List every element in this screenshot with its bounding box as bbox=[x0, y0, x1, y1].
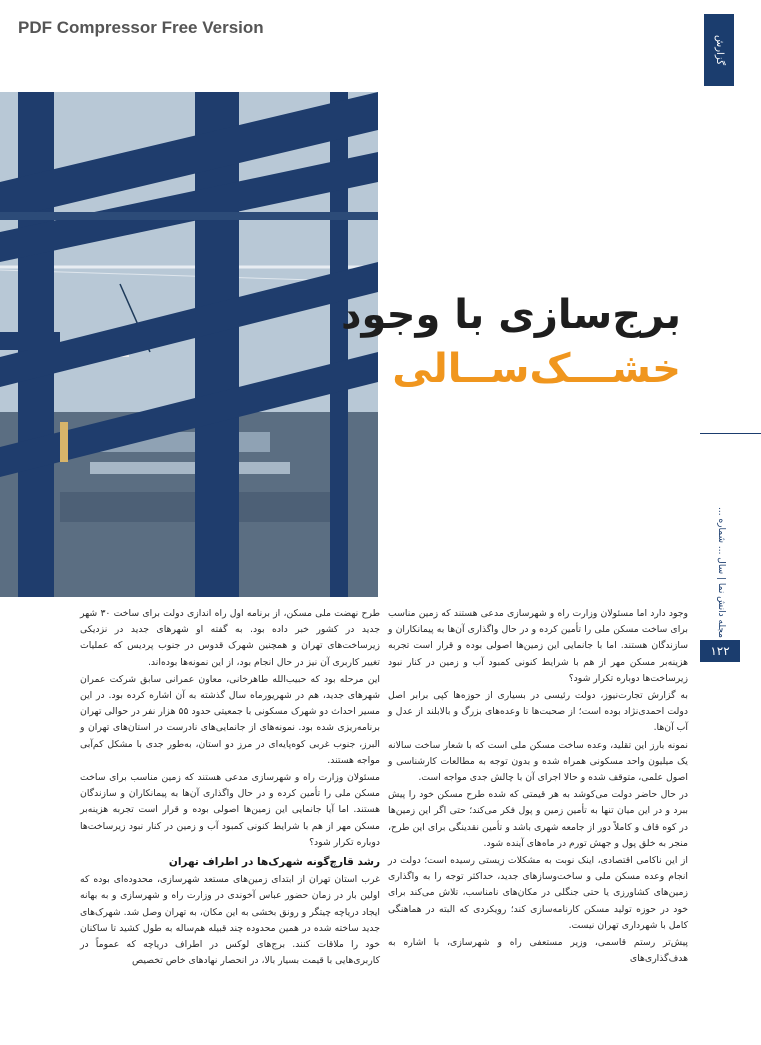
issue-info: مجله دانش نما | سال ... شماره ... bbox=[716, 507, 726, 638]
paragraph: وجود دارد اما مسئولان وزارت راه و شهرسازی مدعی هستند که زمین مناسب برای ساخت مسکن ملی را تأمین کرده و در حال واگذاری آن‌ها به پیمانکاران و سازندگان هستند. اما با جانمایی این زمین‌ها اصولی بوده و قرار است تجربه هزینه‌بر مسکن مهر از هم با شرایط کنونی کمبود آب و زمین در کنار نبود زیرساخت‌ها دوباره تکرار شود؟ bbox=[388, 608, 688, 684]
right-column bbox=[388, 606, 688, 968]
paragraph: نمونه بارز این تقلید، وعده ساخت مسکن ملی است که با شعار ساخت سالانه یک میلیون واحد مسکونی همراه شده و بدون توجه به مطالعات کارشناسی و اصول علمی، متوقف شده و حالا اجرای آن با چالش جدی مواجه است. bbox=[388, 739, 688, 784]
paragraph: طرح نهضت ملی مسکن، از برنامه اول راه اندازی دولت برای ساخت ۳۰ شهر جدید در کشور خبر داده بود. به گفته او شهرهای جدید در نزدیکی زیرساخت‌های تهران و همچنین شهرک قدوس در جنوب پردیس که عملیات تغییر کاربری آن نیز در حال انجام بود، از این نمونه‌ها بوده‌اند. bbox=[80, 608, 380, 668]
side-divider bbox=[700, 433, 761, 434]
paragraph: غرب استان تهران از ابتدای زمین‌های مستعد شهرسازی، محدوده‌ای بوده که اولین بار در زمان حضور عباس آخوندی در وزارت راه و شهرسازی و به بهانه ایجاد دریاچه چیتگر و رونق بخشی به این مکان، به تهران وصل شد. شهرک‌های جدید ساخته شده در همین محدوده چند قبیله هم‌ساله به طول کشید تا ساکنان خود را ملاقات کنند. برج‌های لوکس در اطراف دریاچه که عموماً در کاربری‌هایی با قیمت بسیار بالا، در انحصار نهادهای خاص تخصیص bbox=[80, 874, 380, 967]
construction-photo bbox=[0, 92, 378, 597]
page-number: ۱۲۲ bbox=[700, 640, 740, 662]
section-tab: گزارش bbox=[704, 14, 734, 86]
paragraph: از این ناکامی اقتصادی، اینک نوبت به مشکلات زیستی رسیده است؛ دولت در انجام وعده مسکن ملی و ساخت‌وسازهای جدید، حداکثر توجه را به واگذاری زمین‌های کشاورزی یا حتی جنگلی در مکان‌های نامناسب، تلاش می‌کند برای خود در حوزه تولید مسکن کارنامه‌سازی کند؛ رویکردی که البته در هماهنگی کامل با شهرداری تهران نیست. bbox=[388, 855, 688, 931]
headline-line1: برج‌سازی با وجود bbox=[341, 292, 681, 338]
paragraph: به گزارش تجارت‌نیوز، دولت رئیسی در بسیاری از حوزه‌ها کپی برابر اصل دولت احمدی‌نژاد بوده است؛ از صحبت‌ها تا وعده‌های بزرگ و بالابلند از عدل و آب آن‌ها. bbox=[388, 690, 688, 734]
subheading: رشد قارچ‌گونه شهرک‌ها در اطراف تهران bbox=[168, 856, 380, 869]
paragraph: پیش‌تر رستم قاسمی، وزیر مستعفی راه و شهرسازی، با اشاره به هدف‌گذاری‌های bbox=[388, 937, 688, 965]
left-column bbox=[80, 606, 380, 970]
paragraph: این مرحله بود که حبیب‌الله طاهرخانی، معاون عمرانی سابق شرکت عمران شهرهای جدید، هم در شهریورماه سال گذشته به آن اشاره کرده بود. در این مسیر احداث دو شهرک مسکونی با جمعیتی حدود ۵۵ هزار نفر در حوالی تهران برنامه‌ریزی شده بود. نمونه‌های از جانمایی‌های نادرست در استان‌های تهران و البرز، جنوب غربی کوه‌پایه‌ای در مرز دو استان، به‌طور جدی با مشکل کم‌آبی مواجه هستند. bbox=[80, 673, 380, 766]
article-headline bbox=[341, 288, 681, 396]
watermark: PDF Compressor Free Version bbox=[18, 18, 264, 37]
paragraph: در حال حاضر دولت می‌کوشد به هر قیمتی که شده طرح مسکن خود را پیش ببرد و در این میان تنها به تأمین زمین و پول فکر می‌کند؛ حتی اگر این زمین‌ها در کوه قاف و کاملاً دور از جامعه شهری باشد و تأمین نقدینگی برای این طرح، منجر به خلق پول و جهش تورم در ماه‌های آینده شود. bbox=[388, 789, 688, 849]
paragraph: مسئولان وزارت راه و شهرسازی مدعی هستند که زمین مناسب برای ساخت مسکن ملی را تأمین کرده و در حال واگذاری آن‌ها به پیمانکاران و سازندگان هستند. اما آیا جانمایی این زمین‌ها اصولی بوده و قرار است تجربه هزینه‌بر مسکن مهر از هم با شرایط کنونی کمبود آب و زمین در کنار نبود زیرساخت‌ها دوباره تکرار شود؟ bbox=[80, 772, 380, 848]
headline-line2: خشـــک‌ســالی bbox=[392, 346, 681, 392]
